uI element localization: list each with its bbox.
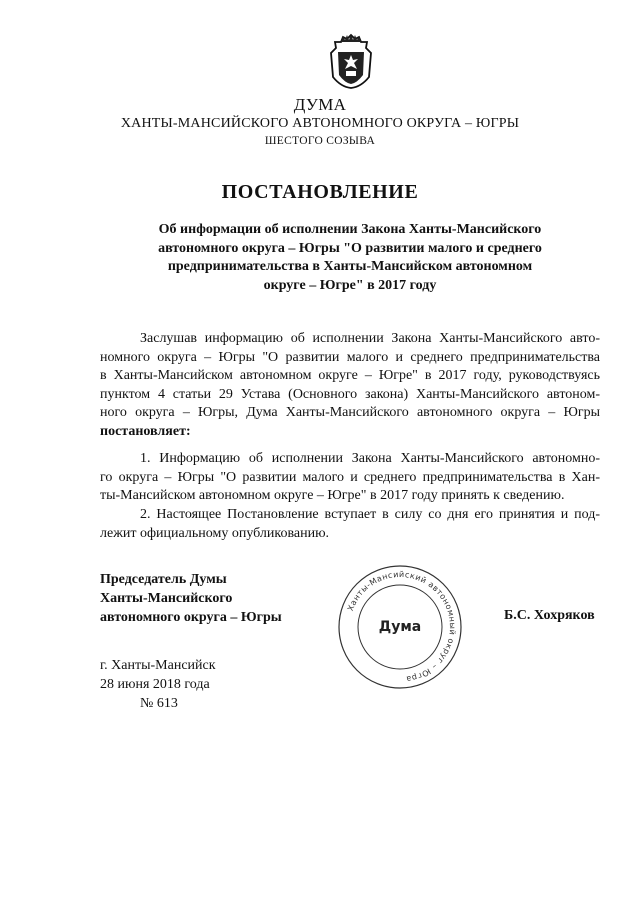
- subject-line: предпринимательства в Ханты-Мансийском автономном: [167, 259, 533, 274]
- org-name: ДУМА: [293, 95, 347, 114]
- coat-of-arms-icon: [329, 33, 373, 89]
- org-full-name: ХАНТЫ-МАНСИЙСКОГО АВТОНОМНОГО ОКРУГА – ЮГРЫ: [120, 116, 520, 131]
- document-type: ПОСТАНОВЛЕНИЕ: [221, 181, 419, 203]
- paragraph-line: ного округа – Югры, Дума Ханты-Мансийского автономного округа – Югры: [100, 405, 600, 420]
- signer-title-line: Председатель Думы: [100, 572, 227, 587]
- convocation: ШЕСТОГО СОЗЫВА: [264, 135, 376, 147]
- stamp-ring-text: Ханты-Мансийский автономный округ – Югра: [345, 569, 458, 684]
- paragraph-line: в Ханты-Мансийском автономном округе – Югре" в 2017 году, руководствуясь: [100, 368, 600, 383]
- subject-line: Об информации об исполнении Закона Ханты-Мансийского: [158, 222, 542, 237]
- item-line: лежит официальному опубликованию.: [100, 525, 330, 541]
- subject-line: автономного округа – Югры "О развитии малого и среднего: [158, 240, 542, 256]
- paragraph-line: пунктом 4 статьи 29 Устава (Основного закона) Ханты-Мансийского автоном-: [100, 386, 600, 402]
- subject-line: округе – Югре" в 2017 году: [263, 277, 437, 293]
- signer-title: [100, 570, 282, 627]
- stamp-center-text: Дума: [378, 619, 422, 635]
- paragraph-line: номного округа – Югры "О развитии малого и среднего предпринимательства: [100, 349, 600, 365]
- resolves-label: постановляет:: [100, 423, 191, 439]
- item-line: 1. Информацию об исполнении Закона Ханты-Мансийского автономно-: [140, 451, 600, 466]
- paragraph-line: Заслушав информацию об исполнении Закона Ханты-Мансийского авто-: [140, 331, 600, 346]
- document-number: № 613: [140, 696, 178, 711]
- preamble-paragraph: [100, 330, 600, 441]
- signer-title-line: автономного округа – Югры: [100, 610, 282, 625]
- signer-title-line: Ханты-Мансийского: [100, 591, 233, 606]
- place-date-number: [100, 656, 216, 713]
- item-1: [100, 450, 600, 506]
- date: 28 июня 2018 года: [100, 677, 210, 692]
- item-line: 2. Настоящее Постановление вступает в силу со дня его принятия и под-: [140, 507, 600, 522]
- official-stamp: [336, 563, 464, 691]
- item-line: го округа – Югры "О развитии малого и среднего предпринимательства в Хан-: [100, 469, 600, 485]
- item-line: ты-Мансийском автономном округе – Югре" в 2017 году принять к сведению.: [100, 488, 565, 503]
- item-2: [100, 506, 600, 543]
- signer-name: Б.С. Хохряков: [504, 608, 595, 623]
- city: г. Ханты-Мансийск: [100, 658, 216, 673]
- document-subject: [125, 221, 575, 295]
